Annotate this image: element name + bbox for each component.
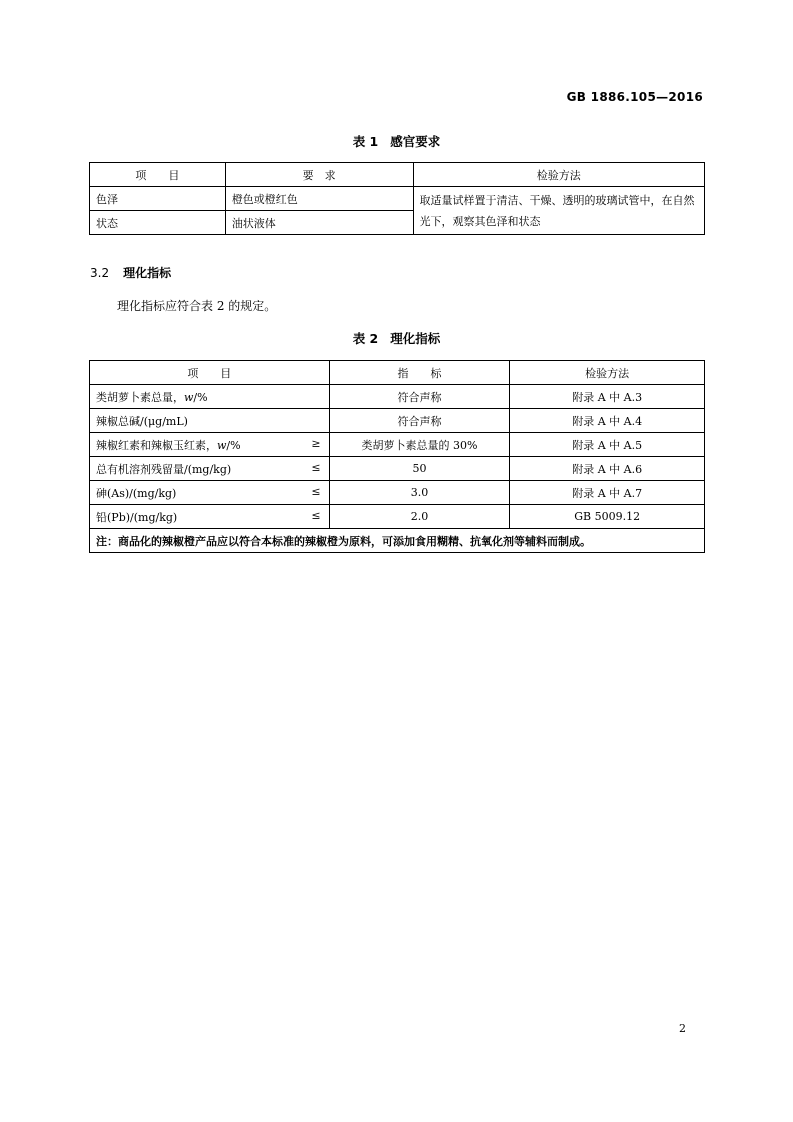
row-method: 附录 A 中 A.7 bbox=[510, 481, 705, 505]
row-item: 状态 bbox=[90, 211, 226, 235]
row-value: 3.0 bbox=[329, 481, 510, 505]
section-heading bbox=[90, 264, 171, 281]
section-paragraph: 理化指标应符合表 2 的规定。 bbox=[117, 299, 277, 313]
table-row bbox=[90, 433, 705, 457]
physicochemical-table bbox=[89, 360, 705, 553]
section-title: 理化指标 bbox=[123, 266, 172, 280]
row-method: 附录 A 中 A.5 bbox=[510, 433, 705, 457]
row-value: 符合声称 bbox=[329, 385, 510, 409]
table1-title-text: 感官要求 bbox=[390, 134, 441, 149]
header-requirement: 要 求 bbox=[225, 163, 413, 187]
table1-title bbox=[0, 132, 793, 150]
row-method: 附录 A 中 A.4 bbox=[510, 409, 705, 433]
table1-number: 表 1 bbox=[352, 134, 379, 149]
header-index: 指 标 bbox=[329, 361, 510, 385]
page-number: 2 bbox=[679, 1022, 686, 1035]
row-value: 符合声称 bbox=[329, 409, 510, 433]
row-method: 附录 A 中 A.6 bbox=[510, 457, 705, 481]
table-row bbox=[90, 187, 705, 211]
table-header-row bbox=[90, 361, 705, 385]
table2-title bbox=[0, 329, 793, 347]
row-item: 铅(Pb)/(mg/kg) ≤ bbox=[90, 505, 330, 529]
table-header-row bbox=[90, 163, 705, 187]
row-item: 类胡萝卜素总量，w/% bbox=[90, 385, 330, 409]
header-item: 项 目 bbox=[90, 163, 226, 187]
table-row bbox=[90, 505, 705, 529]
row-item: 色泽 bbox=[90, 187, 226, 211]
table2-title-text: 理化指标 bbox=[390, 331, 441, 346]
row-value: 类胡萝卜素总量的 30% bbox=[329, 433, 510, 457]
table-row bbox=[90, 385, 705, 409]
row-method: 取适量试样置于清洁、干燥、透明的玻璃试管中，在自然光下，观察其色泽和状态 bbox=[413, 187, 705, 235]
table-note: 注：商品化的辣椒橙产品应以符合本标准的辣椒橙为原料，可添加食用糊精、抗氧化剂等辅料而制成。 bbox=[90, 529, 705, 553]
standard-code: GB 1886.105—2016 bbox=[566, 90, 703, 104]
row-value: 2.0 bbox=[329, 505, 510, 529]
table-row bbox=[90, 481, 705, 505]
table-row bbox=[90, 457, 705, 481]
table-row bbox=[90, 409, 705, 433]
row-item: 总有机溶剂残留量/(mg/kg) ≤ bbox=[90, 457, 330, 481]
table2-number: 表 2 bbox=[352, 331, 379, 346]
row-item: 辣椒红素和辣椒玉红素，w/% ≥ bbox=[90, 433, 330, 457]
row-method: 附录 A 中 A.3 bbox=[510, 385, 705, 409]
header-item: 项 目 bbox=[90, 361, 330, 385]
row-requirement: 橙色或橙红色 bbox=[225, 187, 413, 211]
row-requirement: 油状液体 bbox=[225, 211, 413, 235]
row-method: GB 5009.12 bbox=[510, 505, 705, 529]
row-item: 砷(As)/(mg/kg) ≤ bbox=[90, 481, 330, 505]
header-method: 检验方法 bbox=[510, 361, 705, 385]
section-number: 3.2 bbox=[90, 266, 110, 280]
sensory-requirements-table bbox=[89, 162, 705, 235]
header-method: 检验方法 bbox=[413, 163, 705, 187]
row-item: 辣椒总碱/(μg/mL) bbox=[90, 409, 330, 433]
table-note-row bbox=[90, 529, 705, 553]
row-value: 50 bbox=[329, 457, 510, 481]
